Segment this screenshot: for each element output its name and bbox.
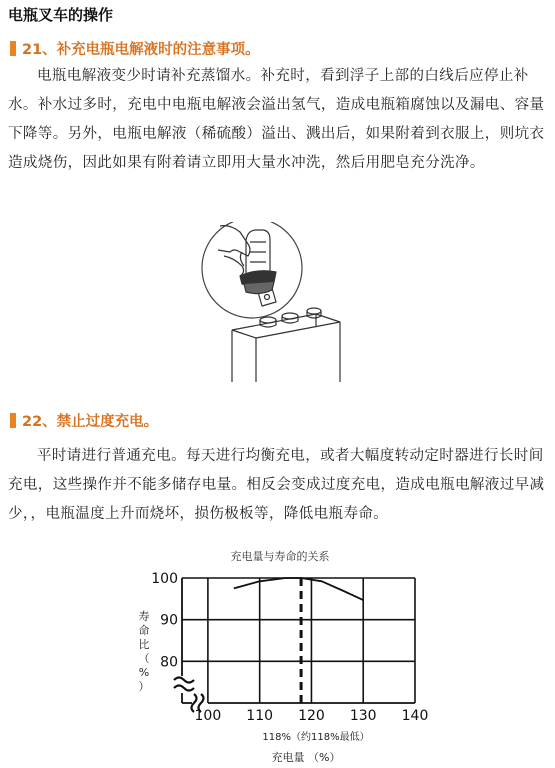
y-label-char: % <box>138 666 150 679</box>
y-label-char: 比 <box>138 638 150 651</box>
x-tick-label: 130 <box>349 708 377 724</box>
section-22-body: 平时请进行普通充电。每天进行均衡充电，或者大幅度转动定时器进行长时间充电，这些操作并不能多储存电量。相反会变成过度充电，造成电瓶电解液过早减少，，电瓶温度上升而烧坏，损伤极板等，降低电瓶寿命。 <box>8 448 545 522</box>
y-label-char: 命 <box>138 624 150 637</box>
chart-axes <box>174 578 415 712</box>
chart-grid <box>182 578 415 703</box>
section-21-body: 电瓶电解液变少时请补充蒸馏水。补充时，看到浮子上部的白线后应停止补水。补水过多时，充电中电瓶电解液会溢出氢气，造成电瓶箱腐蚀以及漏电、容量下降等。另外，电瓶电解液（稀硫酸）溢出、溅出后，如果附着到衣服上，则坑衣造成烧伤，因此如果有附着请立即用大量水冲洗，然后用肥皂充分洗净。 <box>8 68 545 171</box>
chart-ticks <box>151 571 428 724</box>
x-tick-label: 120 <box>298 708 325 724</box>
y-tick-label: 100 <box>151 571 178 587</box>
page-title: 电瓶叉车的操作 <box>8 6 114 24</box>
section-heading-text: 22、禁止过度充电。 <box>22 414 159 430</box>
chart-ylabel <box>139 610 150 693</box>
y-tick-label: 90 <box>160 612 178 629</box>
orange-marker-icon <box>10 41 16 56</box>
section-heading-22 <box>10 410 158 431</box>
life-curve-line <box>234 578 363 600</box>
vline-annotation: 118%（约118%最低） <box>262 732 370 743</box>
y-label-char: （ <box>138 652 150 665</box>
orange-marker-icon <box>10 413 16 428</box>
chart-title: 充电量与寿命的关系 <box>230 550 330 563</box>
chart-series <box>234 578 363 703</box>
y-label-char: ） <box>138 680 150 693</box>
y-label-char: 寿 <box>138 610 150 623</box>
x-tick-label: 110 <box>246 708 274 724</box>
y-axis-break-icon <box>174 678 194 691</box>
battery-refill-illustration <box>190 222 360 384</box>
x-tick-label: 140 <box>401 708 429 724</box>
section-heading-21 <box>10 38 260 59</box>
y-tick-label: 80 <box>160 654 178 671</box>
x-tick-label: 100 <box>194 708 222 724</box>
x-axis-label: 充电量 （%） <box>271 751 341 764</box>
charge-life-chart <box>130 548 450 766</box>
section-heading-text: 21、补充电瓶电解液时的注意事项。 <box>22 42 260 58</box>
